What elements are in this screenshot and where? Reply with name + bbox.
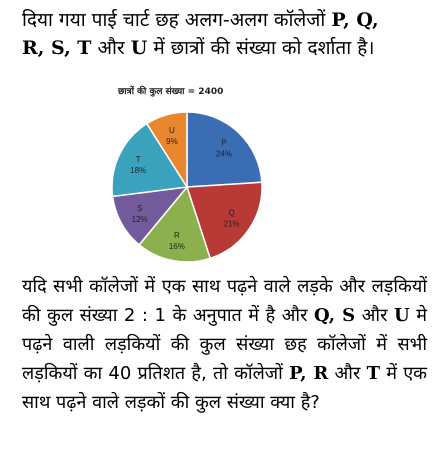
question-segment: में एक साथ पढ़ने वाले लड़कों की कुल संख्या क्या है? [22,363,427,413]
slice-label-q: Q [228,208,235,218]
question-segment: और [328,363,367,384]
question-segment: और [355,305,394,326]
question-colleges-pr: P, R [289,363,329,384]
slice-label-t: T [135,155,141,165]
question-college-u: U [393,305,410,326]
slice-label-s: S [137,204,143,214]
intro-segment: और [91,37,131,59]
intro-colleges-2: R, S, T [22,37,92,59]
question-segment: मे पढ़ने वाली लड़कियों की कुल संख्या छह कॉलेजों में सभी लड़कियों का 40 प्रतिशत है, तो कॉलेजों [22,305,427,384]
slice-percent-u: 9% [166,137,178,147]
chart-title: छात्रों की कुल संख्या = 2400 [118,87,224,97]
intro-segment: दिया गया पाई चार्ट छह अलग-अलग कॉलेजों [22,9,332,31]
question-college-t: T [366,363,380,384]
question-colleges-qs: Q, S [313,305,356,326]
slice-percent-p: 24% [215,149,232,159]
slice-percent-s: 12% [131,215,148,225]
slice-label-p: P [221,138,227,148]
question-text [22,272,427,417]
slice-label-u: U [169,126,175,136]
intro-segment: में छात्रों की संख्या को दर्शाता है। [147,37,375,59]
question-segment: यदि सभी कॉलेजों में एक साथ पढ़ने वाले लड़के और लड़कियों की कुल संख्या 2 : 1 के अनुपात में है और [22,276,427,326]
slice-label-r: R [173,231,180,241]
intro-colleges-3: U [130,37,148,59]
slice-percent-r: 16% [168,242,185,252]
slice-percent-q: 21% [223,219,240,229]
slice-percent-t: 18% [130,166,147,176]
intro-colleges-1: P, Q, [331,9,379,31]
